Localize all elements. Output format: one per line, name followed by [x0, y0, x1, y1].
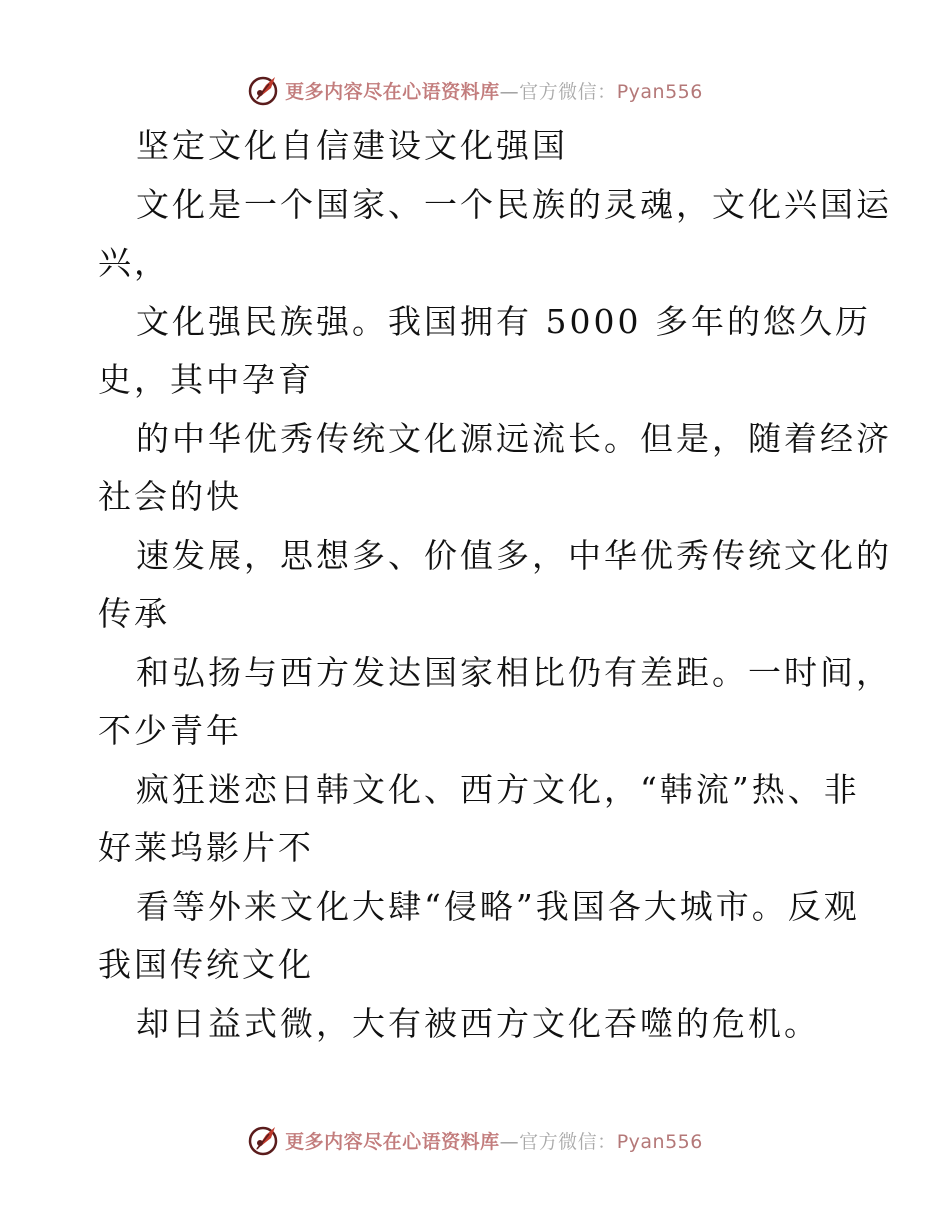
paragraph-line: 不少青年 [98, 711, 242, 750]
paragraph-line: 疯狂迷恋日韩文化、西方文化，“韩流”热、非 [136, 770, 860, 809]
banner-wechat-id: Pyan556 [616, 1130, 703, 1153]
banner-separator: — [499, 1130, 520, 1153]
paragraph-line: 兴， [98, 243, 170, 282]
banner-text [285, 1127, 703, 1154]
quill-logo-icon [247, 1123, 281, 1157]
paragraph-line: 我国传统文化 [98, 945, 314, 984]
banner-wechat-label: 官方微信： [519, 80, 617, 103]
banner-text [285, 77, 703, 104]
document-title: 坚定文化自信建设文化强国 [136, 126, 568, 165]
banner-main-text: 更多内容尽在心语资料库 [285, 80, 500, 103]
banner-main-text: 更多内容尽在心语资料库 [285, 1130, 500, 1153]
paragraph-line: 的中华优秀传统文化源远流长。但是，随着经济 [136, 419, 892, 458]
paragraph-line: 传承 [98, 594, 170, 633]
paragraph-line: 好莱坞影片不 [98, 828, 314, 867]
paragraph-line: 文化强民族强。我国拥有 5000 多年的悠久历 [136, 302, 871, 341]
quill-logo-icon [247, 73, 281, 107]
header-banner [0, 68, 950, 112]
paragraph-line: 史，其中孕育 [98, 360, 314, 399]
footer-banner [0, 1118, 950, 1162]
paragraph-line: 文化是一个国家、一个民族的灵魂，文化兴国运 [136, 185, 892, 224]
paragraph-line: 和弘扬与西方发达国家相比仍有差距。一时间， [136, 653, 892, 692]
banner-separator: — [499, 80, 520, 103]
paragraph-line: 却日益式微，大有被西方文化吞噬的危机。 [136, 1004, 820, 1043]
paragraph-line: 速发展，思想多、价值多，中华优秀传统文化的 [136, 536, 892, 575]
paragraph-line: 社会的快 [98, 477, 242, 516]
banner-wechat-id: Pyan556 [616, 80, 703, 103]
paragraph-line: 看等外来文化大肆“侵略”我国各大城市。反观 [136, 887, 860, 926]
banner-wechat-label: 官方微信： [519, 1130, 617, 1153]
